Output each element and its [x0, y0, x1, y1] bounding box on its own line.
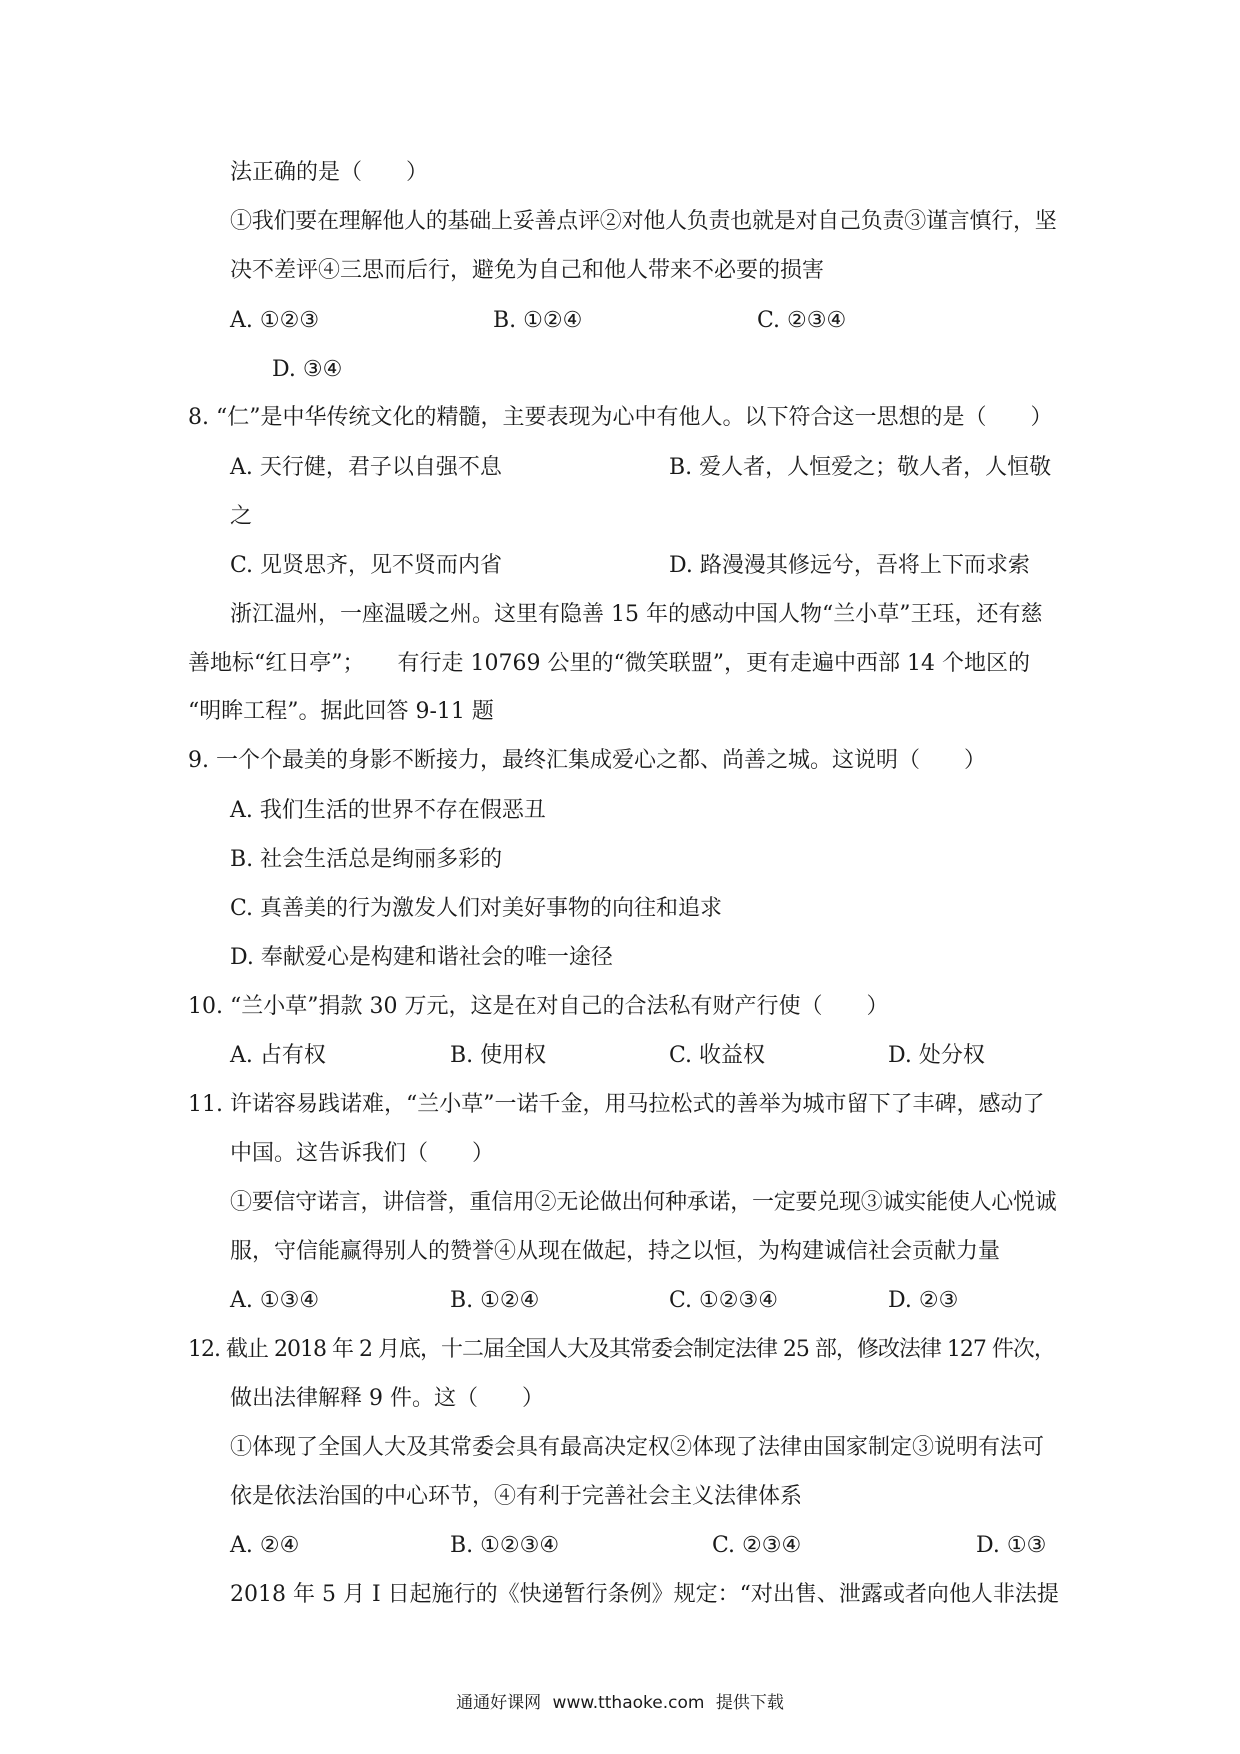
q7-option-d: D. ③④ [272, 357, 343, 382]
material-line-1: 浙江温州，一座温暖之州。这里有隐善 15 年的感动中国人物“兰小草”王珏，还有慈 [230, 602, 1043, 627]
q11-option-b: B. ①②④ [450, 1288, 540, 1313]
q11-stem-line-1: 11. 许诺容易践诺难，“兰小草”一诺千金，用马拉松式的善举为城市留下了丰碑，感动了 [188, 1092, 1045, 1117]
q12-stem-line-1: 12. 截止 2018 年 2 月底，十二届全国人大及其常委会制定法律 25 部，修改法律 127 件次， [188, 1337, 1055, 1362]
q8-option-b: B. 爱人者，人恒爱之；敬人者，人恒敬 [669, 455, 1052, 480]
q10-option-c: C. 收益权 [669, 1043, 766, 1068]
q7-option-b: B. ①②④ [493, 308, 583, 333]
q12-option-c: C. ②③④ [712, 1533, 802, 1558]
q7-statements-line-1: ①我们要在理解他人的基础上妥善点评②对他人负责也就是对自己负责③谨言慎行，坚 [230, 209, 1057, 234]
material-line-2: 善地标“红日亭”； 有行走 10769 公里的“微笑联盟”，更有走遍中西部 14 个地区的 [188, 651, 1030, 676]
q12-statements-line-1: ①体现了全国人大及其常委会具有最高决定权②体现了法律由国家制定③说明有法可 [230, 1435, 1045, 1460]
q10-option-a: A. 占有权 [230, 1043, 326, 1068]
q12-option-d: D. ①③ [976, 1533, 1047, 1558]
q11-stem-line-2: 中国。这告诉我们（ ） [230, 1141, 495, 1166]
q9-stem: 9. 一个个最美的身影不断接力，最终汇集成爱心之都、尚善之城。这说明（ ） [188, 748, 986, 773]
page-footer [0, 1688, 1240, 1713]
q9-option-c: C. 真善美的行为激发人们对美好事物的向往和追求 [230, 896, 723, 921]
footer-site-name: 通通好课网 [456, 1693, 542, 1713]
footer-url: www.tthaoke.com [552, 1693, 705, 1713]
material-line-4: 2018 年 5 月 I 日起施行的《快递暂行条例》规定：“对出售、泄露或者向他人非法提 [230, 1582, 1059, 1607]
material-line-3: “明眸工程”。据此回答 9-11 题 [188, 699, 494, 724]
q10-option-b: B. 使用权 [450, 1043, 547, 1068]
q7-stem-tail: 法正确的是（ ） [230, 160, 429, 185]
q11-statements-line-2: 服，守信能赢得别人的赞誉④从现在做起，持之以恒，为构建诚信社会贡献力量 [230, 1239, 1001, 1264]
q10-stem: 10. “兰小草”捐款 30 万元，这是在对自己的合法私有财产行使（ ） [188, 994, 889, 1019]
q8-option-c: C. 见贤思齐，见不贤而内省 [230, 553, 503, 578]
footer-suffix: 提供下载 [715, 1693, 784, 1713]
q8-option-a: A. 天行健，君子以自强不息 [230, 455, 502, 480]
q11-option-d: D. ②③ [888, 1288, 959, 1313]
q7-option-a: A. ①②③ [230, 308, 320, 333]
q9-option-b: B. 社会生活总是绚丽多彩的 [230, 847, 503, 872]
q9-option-d: D. 奉献爱心是构建和谐社会的唯一途径 [230, 945, 613, 970]
q11-option-c: C. ①②③④ [669, 1288, 778, 1313]
q8-option-d: D. 路漫漫其修远兮，吾将上下而求索 [669, 553, 1030, 578]
q12-statements-line-2: 依是依法治国的中心环节，④有利于完善社会主义法律体系 [230, 1484, 803, 1509]
q10-option-d: D. 处分权 [888, 1043, 985, 1068]
q11-statements-line-1: ①要信守诺言，讲信誉，重信用②无论做出何种承诺，一定要兑现③诚实能使人心悦诚 [230, 1190, 1057, 1215]
q11-option-a: A. ①③④ [230, 1288, 320, 1313]
q8-stem: 8. “仁”是中华传统文化的精髓，主要表现为心中有他人。以下符合这一思想的是（ ） [188, 405, 1053, 430]
q7-statements-line-2: 决不差评④三思而后行，避免为自己和他人带来不必要的损害 [230, 258, 825, 283]
q9-option-a: A. 我们生活的世界不存在假恶丑 [230, 798, 546, 823]
q12-option-a: A. ②④ [230, 1533, 300, 1558]
q12-option-b: B. ①②③④ [450, 1533, 560, 1558]
q12-stem-line-2: 做出法律解释 9 件。这（ ） [230, 1386, 544, 1411]
q8-option-b-continued: 之 [230, 504, 253, 529]
q7-option-c: C. ②③④ [757, 308, 847, 333]
